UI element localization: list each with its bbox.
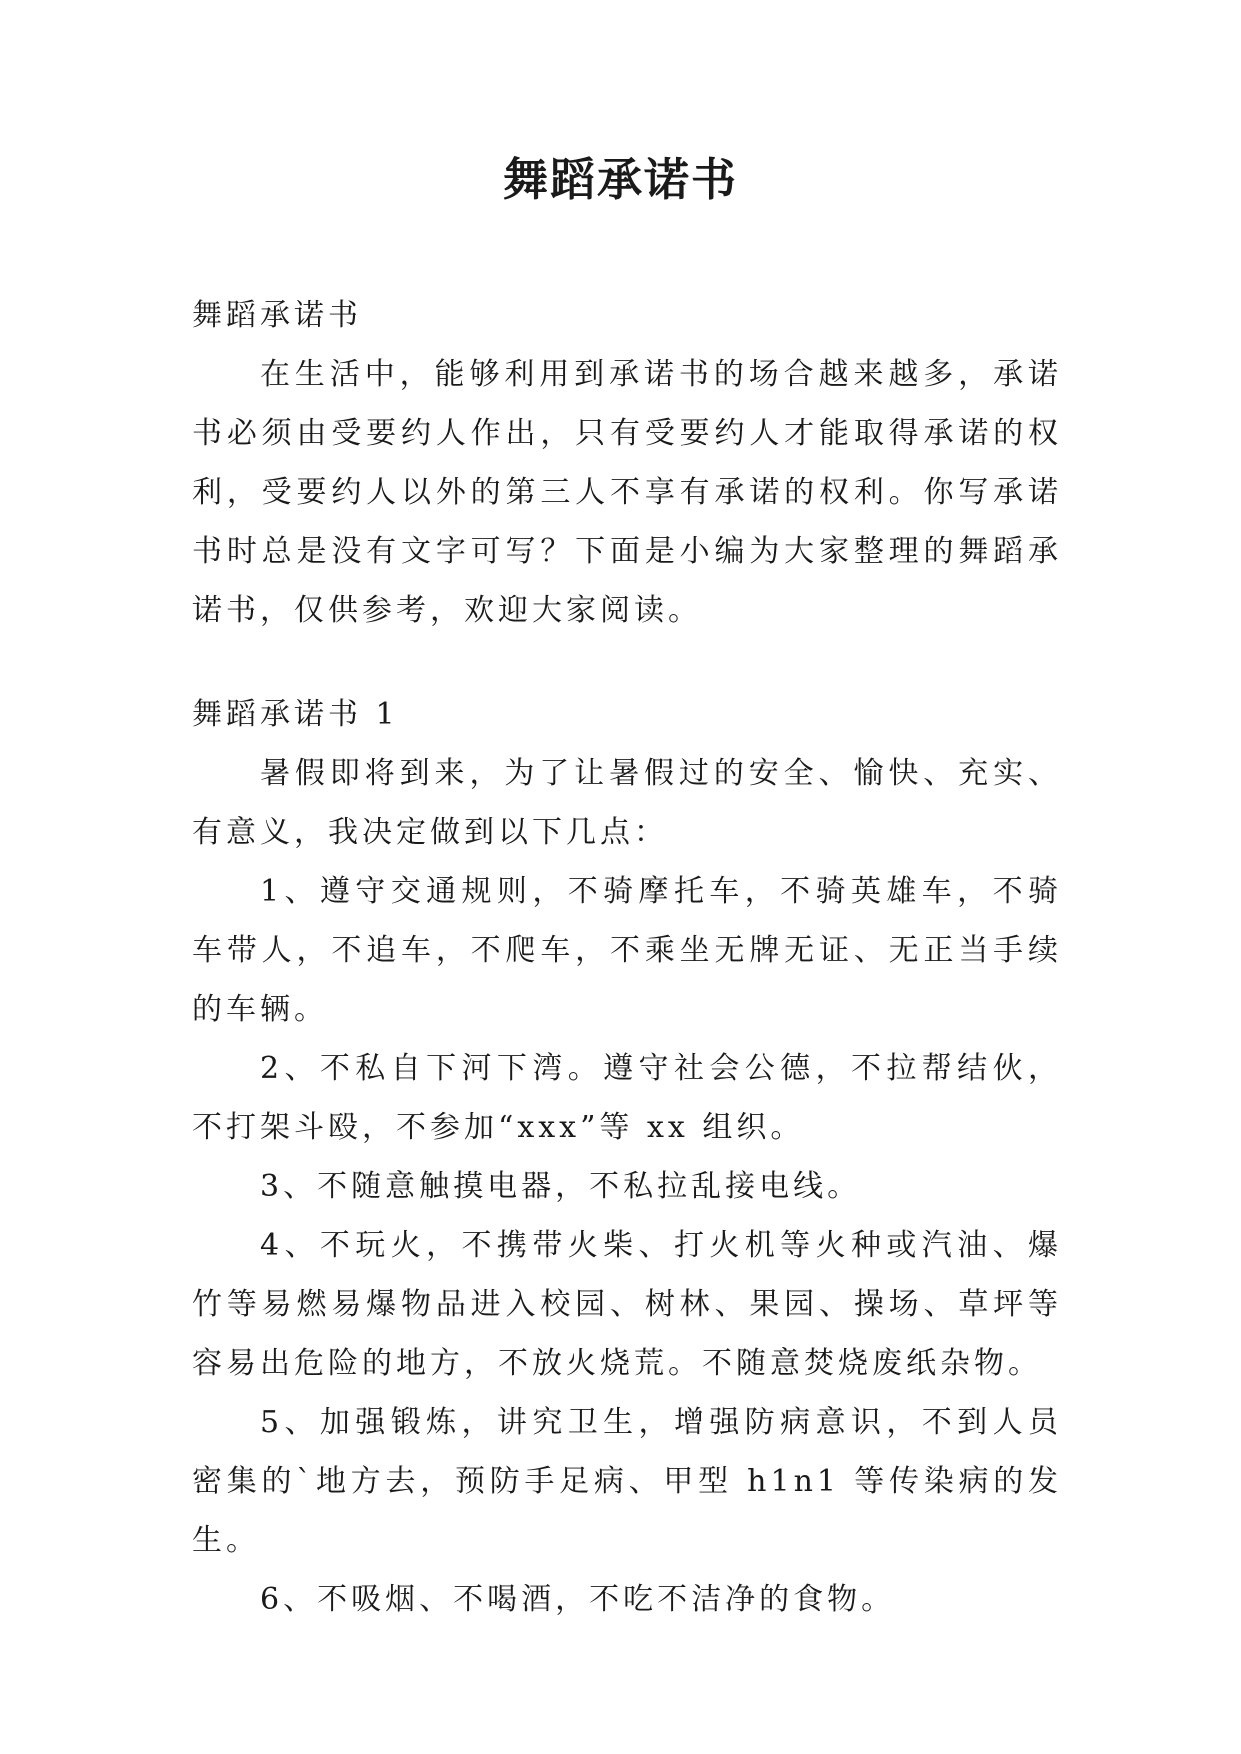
paragraph-item-6: 6、不吸烟、不喝酒，不吃不洁净的食物。 xyxy=(260,1582,896,1617)
paragraph-item-1: 1、遵守交通规则，不骑摩托车，不骑英雄车，不骑车带人，不追车，不爬车，不乘坐无牌无证、无正当手续的车辆。 xyxy=(192,874,1062,1027)
paragraph-intro: 在生活中，能够利用到承诺书的场合越来越多，承诺书必须由受要约人作出，只有受要约人才能取得承诺的权利，受要约人以外的第三人不享有承诺的权利。你写承诺书时总是没有文字可写？下面是小编为大家整理的舞蹈承诺书，仅供参考，欢迎大家阅读。 xyxy=(192,357,1062,628)
paragraph-item-5: 5、加强锻炼，讲究卫生，增强防病意识，不到人员密集的`地方去，预防手足病、甲型 h1n1 等传染病的发生。 xyxy=(192,1405,1062,1558)
document-title: 舞蹈承诺书 xyxy=(502,153,738,206)
paragraph-heading-section-1: 舞蹈承诺书 1 xyxy=(192,697,399,732)
paragraph-item-2: 2、不私自下河下湾。遵守社会公德，不拉帮结伙，不打架斗殴，不参加“xxx”等 xx 组织。 xyxy=(192,1051,1062,1145)
document-body xyxy=(192,286,1062,1629)
paragraph-item-3: 3、不随意触摸电器，不私拉乱接电线。 xyxy=(260,1169,862,1204)
paragraph-heading-intro: 舞蹈承诺书 xyxy=(192,298,362,333)
paragraph-item-4: 4、不玩火，不携带火柴、打火机等火种或汽油、爆竹等易燃易爆物品进入校园、树林、果园、操场、草坪等容易出危险的地方，不放火烧荒。不随意焚烧废纸杂物。 xyxy=(192,1228,1062,1381)
paragraph-pledge-lead: 暑假即将到来，为了让暑假过的安全、愉快、充实、有意义，我决定做到以下几点： xyxy=(192,756,1062,850)
